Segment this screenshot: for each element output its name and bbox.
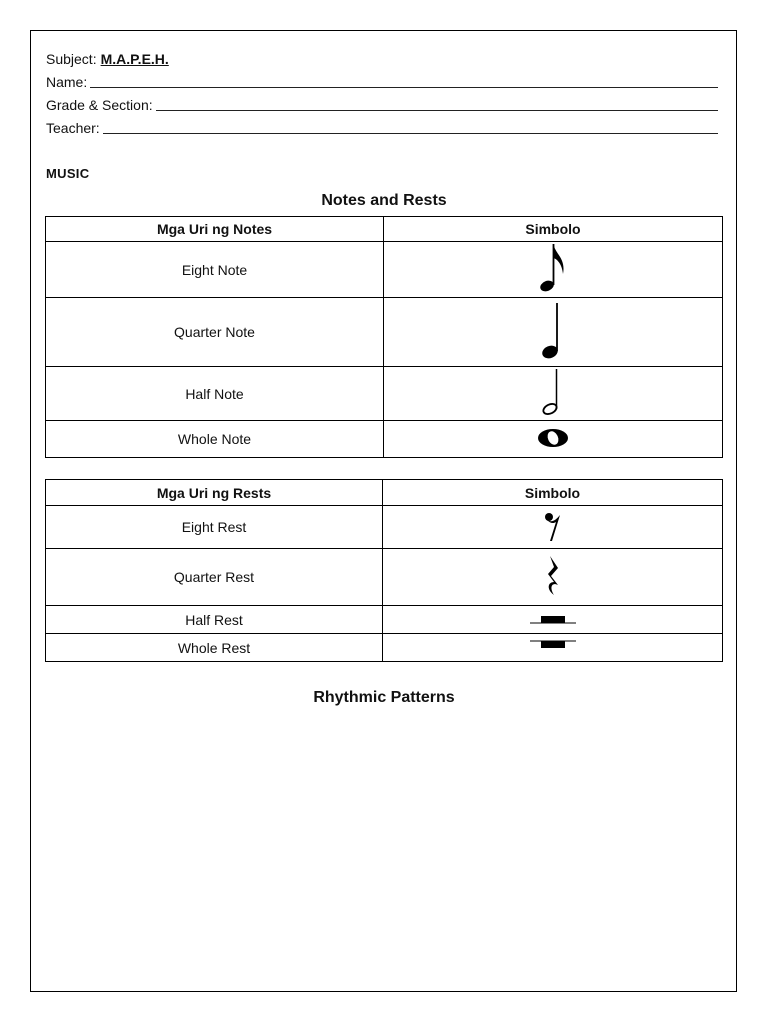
- table-row: [46, 242, 723, 298]
- teacher-blank[interactable]: [103, 132, 718, 134]
- table-row: [46, 298, 723, 367]
- rests-col2-header: Simbolo: [383, 480, 723, 506]
- teacher-label: Teacher:: [46, 120, 100, 136]
- whole-rest-icon: [528, 636, 578, 656]
- table-row: [46, 634, 723, 662]
- note-label: Whole Note: [46, 421, 384, 458]
- quarter-note-icon: [540, 301, 566, 361]
- quarter-rest-icon: [544, 554, 562, 598]
- grade-label: Grade & Section:: [46, 97, 153, 113]
- table-row: [46, 506, 723, 549]
- note-label: Half Note: [46, 367, 384, 421]
- rests-col1-header: Mga Uri ng Rests: [46, 480, 383, 506]
- section-label: MUSIC: [46, 166, 90, 181]
- rest-label: Quarter Rest: [46, 549, 383, 606]
- table-row: [46, 367, 723, 421]
- name-label: Name:: [46, 74, 88, 90]
- table-row: [46, 606, 723, 634]
- name-blank[interactable]: [90, 86, 718, 88]
- rests-table: [45, 479, 723, 662]
- table-row: [46, 549, 723, 606]
- notes-col2-header: Simbolo: [384, 217, 723, 242]
- whole-note-icon: [536, 426, 570, 450]
- table-header-row: [46, 480, 723, 506]
- grade-line: [46, 96, 718, 114]
- subject-value: M.A.P.E.H.: [100, 51, 169, 67]
- subject-line: [46, 50, 718, 68]
- notes-table: [45, 216, 723, 458]
- grade-blank[interactable]: [156, 109, 718, 111]
- rhythm-title: Rhythmic Patterns: [313, 689, 455, 706]
- name-line: [46, 73, 718, 91]
- note-label: Quarter Note: [46, 298, 384, 367]
- table-header-row: [46, 217, 723, 242]
- note-label: Eight Note: [46, 242, 384, 298]
- half-note-icon: [541, 367, 565, 417]
- eighth-note-icon: [538, 242, 568, 294]
- eighth-rest-icon: [543, 509, 563, 543]
- teacher-line: [46, 119, 718, 137]
- notes-col1-header: Mga Uri ng Notes: [46, 217, 384, 242]
- subject-label: Subject:: [46, 51, 97, 67]
- half-rest-icon: [528, 608, 578, 628]
- rest-label: Eight Rest: [46, 506, 383, 549]
- rest-label: Whole Rest: [46, 634, 383, 662]
- table-row: [46, 421, 723, 458]
- notes-title: Notes and Rests: [321, 192, 447, 209]
- rest-label: Half Rest: [46, 606, 383, 634]
